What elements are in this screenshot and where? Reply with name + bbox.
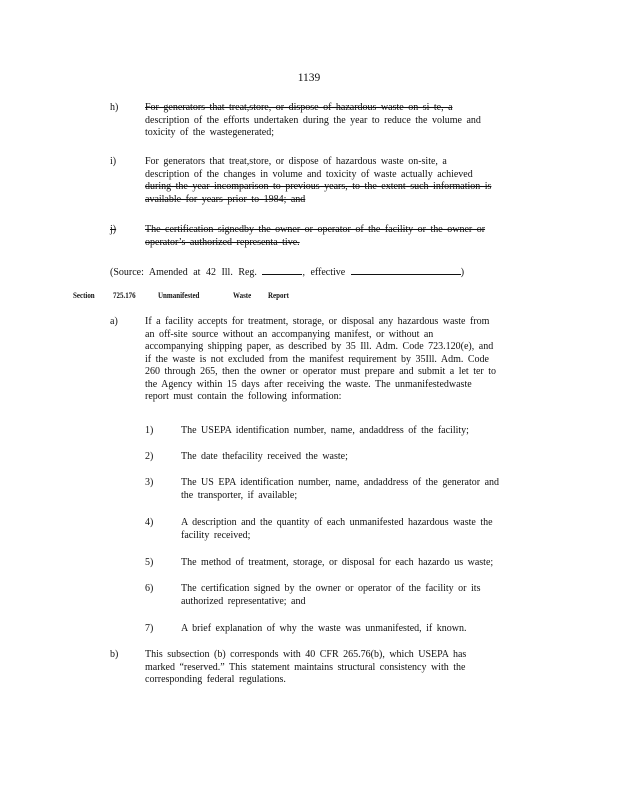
section-title-word: Waste (233, 290, 252, 300)
subitem-line: A brief explanation of why the waste was unmanifested, if known. (181, 623, 467, 634)
subitem-line: The method of treatment, storage, or disposal for each hazardo us waste; (181, 557, 494, 568)
subitem-5-marker: 5) (145, 557, 154, 568)
item-i-line: available for years prior to 1984; and (145, 193, 306, 205)
subitem-3-text (181, 477, 499, 502)
subitem-line: the transporter, if available; (181, 489, 298, 501)
subitem-line: The USEPA identification number, name, andaddress of the facility; (181, 425, 469, 436)
subitem-4-marker: 4) (145, 517, 154, 528)
source-effective: effective (310, 267, 346, 278)
item-a-line: the Agency within 15 days after receiving the waste. The unmanifestedwaste (145, 378, 472, 390)
item-a-line: if the waste is not excluded from the manifest requirement by 35Ill. Adm. Code (145, 353, 489, 365)
subitem-2-marker: 2) (145, 451, 154, 462)
section-number: 725.176 (113, 290, 136, 300)
item-h-line: toxicity of the wastegenerated; (145, 127, 275, 138)
subitem-4-text (181, 517, 493, 542)
subitem-6-text (181, 583, 480, 608)
item-j-text (145, 224, 485, 249)
item-i-text (145, 156, 491, 206)
source-open: (Source: (110, 267, 144, 278)
subitem-line: The US EPA identification number, name, andaddress of the generator and (181, 477, 500, 488)
subitem-5-text (181, 557, 493, 570)
subitem-7-marker: 7) (145, 623, 154, 634)
item-a-line: 260 through 265, then the owner or operator must prepare and submit a let ter to (145, 366, 497, 377)
item-a-line: report must contain the following information: (145, 391, 342, 402)
item-j-line: The certification signedby the owner or operator of the facility or the owner or (145, 224, 486, 235)
effective-date-blank (351, 264, 461, 275)
item-i-marker: i) (110, 156, 117, 167)
source-close: ) (460, 267, 465, 278)
item-j-marker: j) (110, 224, 117, 235)
item-h-text (145, 102, 481, 140)
item-h-line: description of the efforts undertaken during the year to reduce the volume and (145, 114, 481, 126)
subitem-line: The date thefacility received the waste; (181, 451, 348, 462)
item-b-line: This subsection (b) corresponds with 40 CFR 265.76(b), which USEPA has (145, 649, 467, 660)
item-i-line: during the year incomparison to previous years, to the extent such information is (145, 181, 492, 192)
subitem-line: A description and the quantity of each unmanifested hazardous waste the (181, 517, 493, 528)
subitem-line: authorized representative; and (181, 595, 306, 607)
item-b-line: marked “reserved.” This statement maintains structural consistency with the (145, 661, 466, 673)
section-title-word: Unmanifested (158, 290, 200, 300)
subitem-3-marker: 3) (145, 477, 154, 488)
item-h-marker: h) (110, 102, 119, 113)
source-note: (Source: Amended at 42 Ill. Reg. , effective ) (110, 264, 464, 280)
subitem-2-text (181, 451, 348, 464)
item-a-line: accompanying shipping paper, as described by 35 Ill. Adm. Code 723.120(e), and (145, 341, 494, 352)
section-title-word: Report (268, 290, 289, 300)
item-b-text (145, 649, 466, 687)
item-a-line: an off-site source without an accompanying manifest, or without an (145, 328, 434, 340)
item-h-line: For generators that treat,store, or dispose of hazardous waste on si te, a (145, 102, 453, 113)
item-j-line: operator’s authorized representa tive. (145, 236, 300, 248)
subitem-line: facility received; (181, 529, 251, 541)
item-a-line: If a facility accepts for treatment, storage, or disposal any hazardous waste from (145, 316, 490, 327)
page-number: 1139 (297, 72, 321, 84)
item-b-marker: b) (110, 649, 119, 660)
item-i-line: description of the changes in volume and toxicity of waste actually achieved (145, 168, 473, 180)
subitem-line: The certification signed by the owner or operator of the facility or its (181, 583, 481, 594)
section-label: Section (73, 290, 95, 300)
subitem-1-marker: 1) (145, 425, 154, 436)
item-b-line: corresponding federal regulations. (145, 674, 286, 685)
item-i-line: For generators that treat,store, or dispose of hazardous waste on-site, a (145, 156, 447, 167)
item-a-text (145, 316, 496, 404)
subitem-7-text (181, 623, 467, 636)
item-a-marker: a) (110, 316, 118, 327)
register-page-blank (262, 264, 302, 275)
source-amended: Amended at 42 Ill. Reg. (148, 267, 257, 278)
subitem-6-marker: 6) (145, 583, 154, 594)
subitem-1-text (181, 425, 469, 438)
